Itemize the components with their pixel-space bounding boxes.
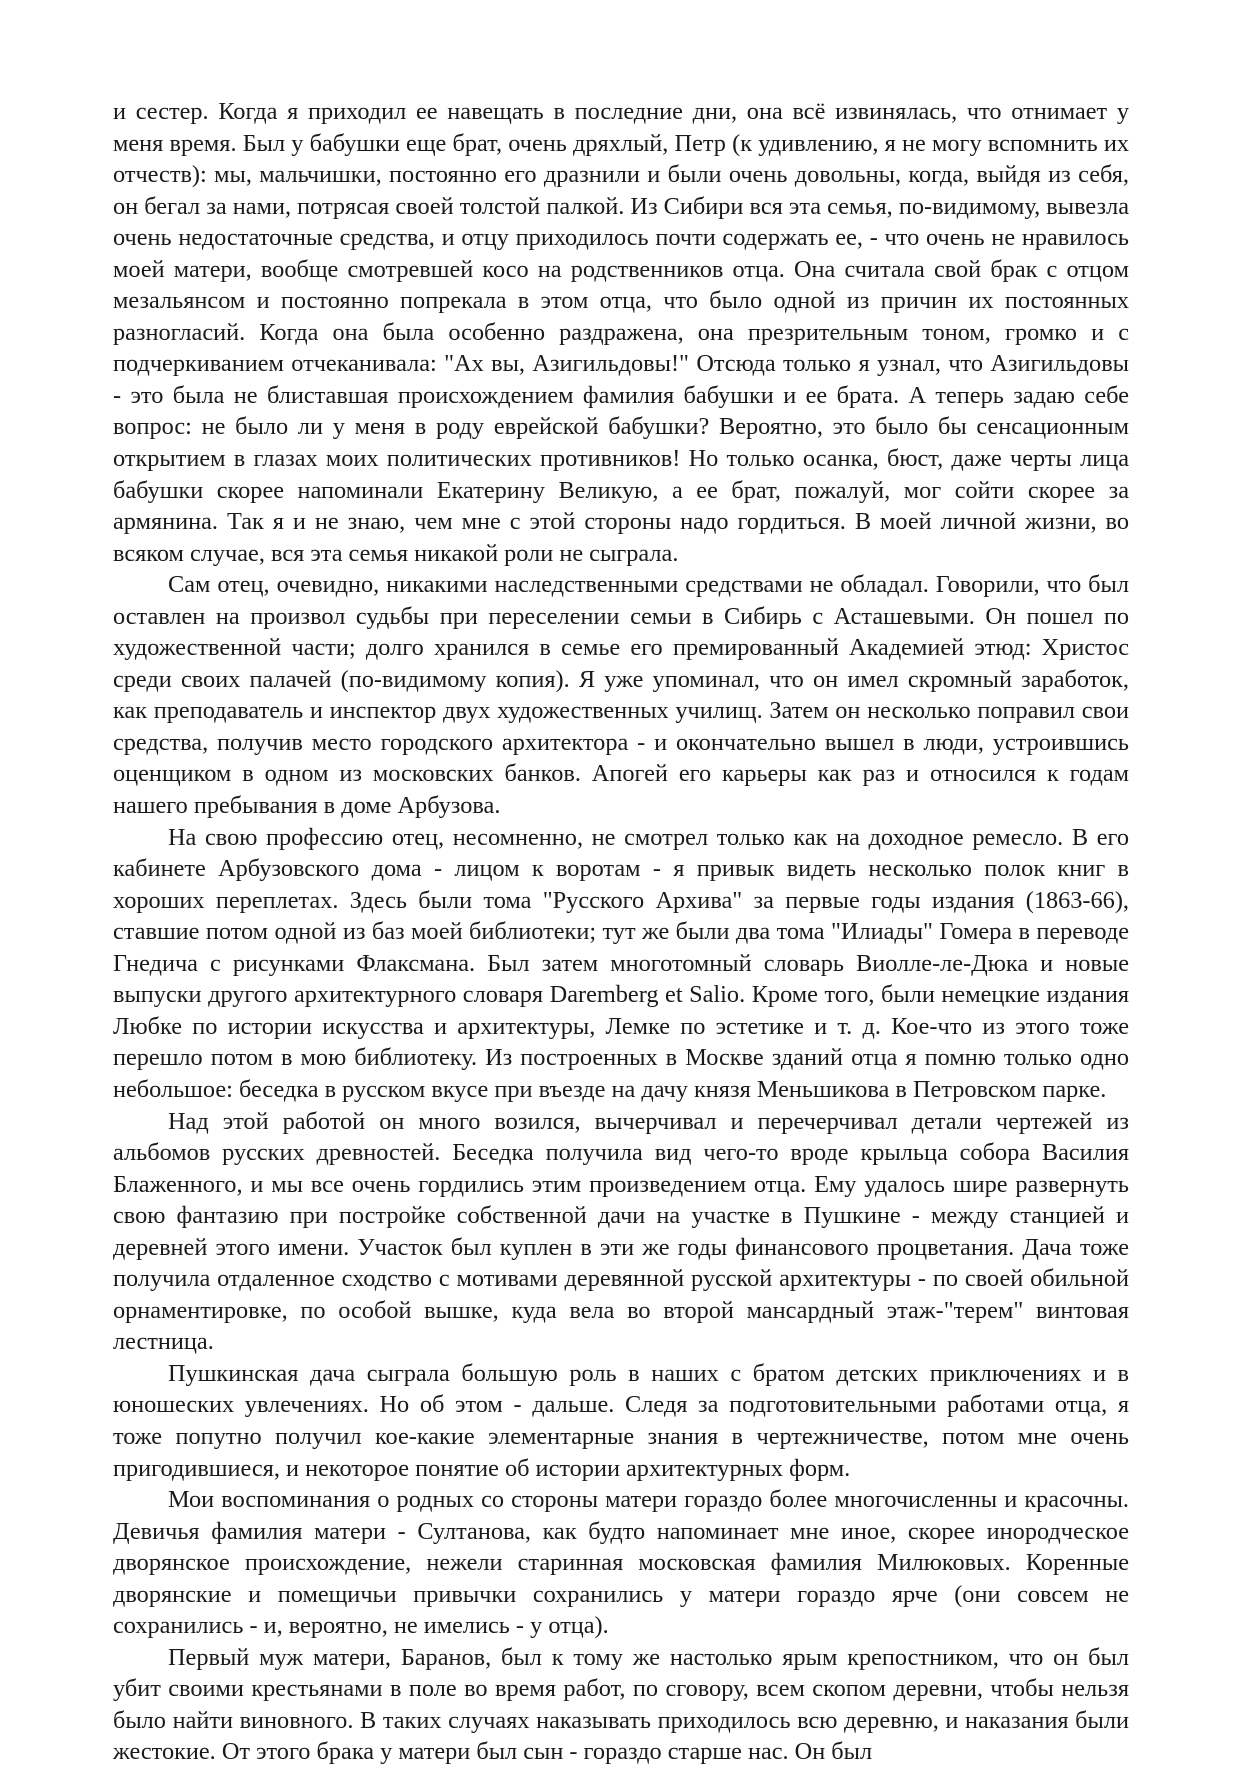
paragraph: На свою профессию отец, несомненно, не смотрел только как на доходное ремесло. В его кабинете Арбузовского дома - лицом к воротам - я привык видеть несколько полок книг в хороших переплетах. Здесь были тома "Русского Архива" за первые годы издания (1863-66), ставшие потом одной из баз моей библиотеки; тут же были два тома "Илиады" Гомера в переводе Гнедича с рисунками Флаксмана. Был затем многотомный словарь Виолле-ле-Дюка и новые выпуски другого архитектурного словаря Daremberg et Salio. Кроме того, были немецкие издания Любке по истории искусства и архитектуры, Лемке по эстетике и т. д. Кое-что из этого тоже перешло потом в мою библиотеку. Из построенных в Москве зданий отца я помню только одно небольшое: беседка в русском вкусе при въезде на дачу князя Меньшикова в Петровском парке. [113, 823, 1129, 1103]
paragraph: Первый муж матери, Баранов, был к тому же настолько ярым крепостником, что он был убит своими крестьянами в поле во время работ, по сговору, всем скопом деревни, чтобы нельзя было найти виновного. В таких случаях наказывать приходилось всю деревню, и наказания были жестокие. От этого брака у матери был сын - гораздо старше нас. Он был [113, 1643, 1129, 1766]
paragraph: Мои воспоминания о родных со стороны матери гораздо более многочисленны и красочны. Девичья фамилия матери - Султанова, как будто напоминает мне иное, скорее инородческое дворянское происхождение, нежели старинная московская фамилия Милюковых. Коренные дворянские и помещичьи привычки сохранились у матери гораздо ярче (они совсем не сохранились - и, вероятно, не имелись - у отца). [113, 1486, 1129, 1640]
paragraph: Пушкинская дача сыграла большую роль в наших с братом детских приключениях и в юношеских увлечениях. Но об этом - дальше. Следя за подготовительными работами отца, я тоже попутно получил кое-какие элементарные знания в чертежничестве, потом мне очень пригодившиеся, и некоторое понятие об истории архитектурных форм. [113, 1359, 1129, 1482]
paragraph: и сестер. Когда я приходил ее навещать в последние дни, она всё извинялась, что отнимает у меня время. Был у бабушки еще брат, очень дряхлый, Петр (к удивлению, я не могу вспомнить их отчеств): мы, мальчишки, постоянно его дразнили и были очень довольны, когда, выйдя из себя, он бегал за нами, потрясая своей толстой палкой. Из Сибири вся эта семья, по-видимому, вывезла очень недостаточные средства, и отцу приходилось почти содержать ее, - что очень не нравилось моей матери, вообще смотревшей косо на родственников отца. Она считала свой брак с отцом мезальянсом и постоянно попрекала в этом отца, что было одной из причин их постоянных разногласий. Когда она была особенно раздражена, она презрительным тоном, громко и с подчеркиванием отчеканивала: "Ах вы, Азигильдовы!" Отсюда только я узнал, что Азигильдовы - это была не блиставшая происхождением фамилия бабушки и ее брата. А теперь задаю себе вопрос: не было ли у меня в роду еврейской бабушки? Вероятно, это было бы сенсационным открытием в глазах моих политических противников! Но только осанка, бюст, даже черты лица бабушки скорее напоминали Екатерину Великую, а ее брат, пожалуй, мог сойти скорее за армянина. Так я и не знаю, чем мне с этой стороны надо гордиться. В моей личной жизни, во всяком случае, вся эта семья никакой роли не сыграла. [113, 98, 1129, 567]
paragraph: Сам отец, очевидно, никакими наследственными средствами не обладал. Говорили, что был оставлен на произвол судьбы при переселении семьи в Сибирь с Асташевыми. Он пошел по художественной части; долго хранился в семье его премированный Академией этюд: Христос среди своих палачей (по-видимому копия). Я уже упоминал, что он имел скромный заработок, как преподаватель и инспектор двух художественных училищ. Затем он несколько поправил свои средства, получив место городского архитектора - и окончательно вышел в люди, устроившись оценщиком в одном из московских банков. Апогей его карьеры как раз и относился к годам нашего пребывания в доме Арбузова. [113, 571, 1129, 820]
document-page [113, 96, 1129, 1768]
paragraph: Над этой работой он много возился, вычерчивал и перечерчивал детали чертежей из альбомов русских древностей. Беседка получила вид чего-то вроде крыльца собора Василия Блаженного, и мы все очень гордились этим произведением отца. Ему удалось шире развернуть свою фантазию при постройке собственной дачи на участке в Пушкине - между станцией и деревней этого имени. Участок был куплен в эти же годы финансового процветания. Дача тоже получила отдаленное сходство с мотивами деревянной русской архитектуры - по своей обильной орнаментировке, по особой вышке, куда вела во второй мансардный этаж-"терем" винтовая лестница. [113, 1107, 1129, 1356]
